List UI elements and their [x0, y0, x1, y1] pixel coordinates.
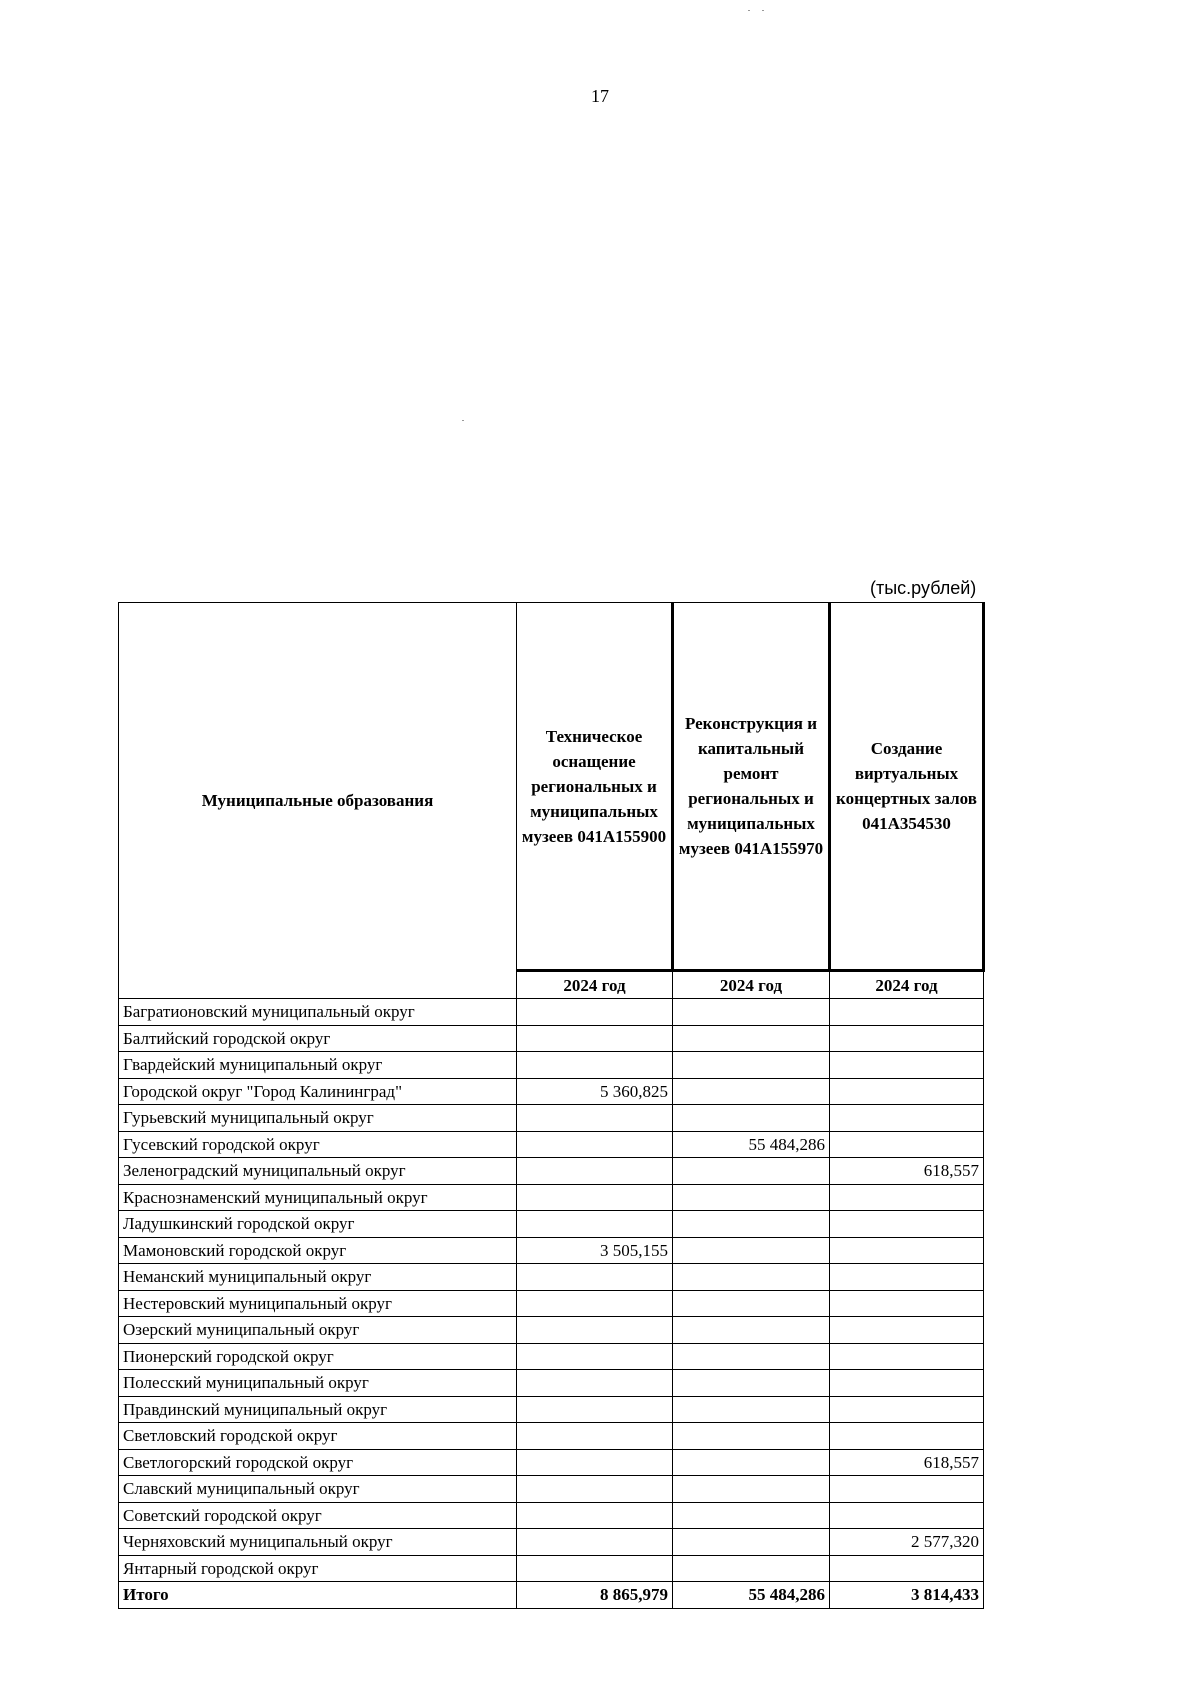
value-museum-reconstruction [673, 1158, 830, 1185]
value-museum-reconstruction [673, 1476, 830, 1503]
value-virtual-concert-halls [830, 1264, 984, 1291]
value-virtual-concert-halls: 2 577,320 [830, 1529, 984, 1556]
table-row [119, 1370, 984, 1397]
municipality-name: Янтарный городской округ [119, 1555, 517, 1582]
value-museum-reconstruction [673, 1555, 830, 1582]
value-museum-equipment: 3 505,155 [517, 1237, 673, 1264]
value-virtual-concert-halls [830, 1131, 984, 1158]
value-museum-reconstruction [673, 1343, 830, 1370]
funding-table [118, 602, 985, 1609]
value-museum-reconstruction [673, 1423, 830, 1450]
value-virtual-concert-halls [830, 1237, 984, 1264]
value-museum-reconstruction [673, 1317, 830, 1344]
municipality-name: Багратионовский муниципальный округ [119, 999, 517, 1026]
value-museum-equipment: 8 865,979 [517, 1582, 673, 1609]
value-virtual-concert-halls [830, 1290, 984, 1317]
municipality-name: Черняховский муниципальный округ [119, 1529, 517, 1556]
value-museum-reconstruction [673, 999, 830, 1026]
scan-speck [462, 420, 464, 421]
table-row [119, 1052, 984, 1079]
value-museum-reconstruction [673, 1184, 830, 1211]
table-row [119, 1078, 984, 1105]
units-label: (тыс.рублей) [870, 578, 977, 598]
value-museum-equipment [517, 1105, 673, 1132]
municipality-name: Гусевский городской округ [119, 1131, 517, 1158]
header-municipality: Муниципальные образования [119, 603, 517, 999]
value-virtual-concert-halls [830, 1317, 984, 1344]
municipality-name: Мамоновский городской округ [119, 1237, 517, 1264]
value-virtual-concert-halls [830, 1052, 984, 1079]
table-row [119, 1211, 984, 1238]
municipality-name: Правдинский муниципальный округ [119, 1396, 517, 1423]
value-museum-equipment [517, 1211, 673, 1238]
value-virtual-concert-halls [830, 1555, 984, 1582]
table-row [119, 1105, 984, 1132]
value-museum-equipment [517, 1290, 673, 1317]
table-row [119, 1025, 984, 1052]
municipality-name: Славский муниципальный округ [119, 1476, 517, 1503]
table-row [119, 1502, 984, 1529]
municipality-name: Итого [119, 1582, 517, 1609]
value-museum-reconstruction [673, 1105, 830, 1132]
year-column-2: 2024 год [673, 971, 830, 999]
table-row [119, 1529, 984, 1556]
value-museum-equipment [517, 1184, 673, 1211]
value-museum-equipment [517, 1025, 673, 1052]
municipality-name: Советский городской округ [119, 1502, 517, 1529]
value-museum-reconstruction [673, 1078, 830, 1105]
value-museum-reconstruction [673, 1237, 830, 1264]
value-virtual-concert-halls [830, 1396, 984, 1423]
value-virtual-concert-halls [830, 1476, 984, 1503]
value-virtual-concert-halls [830, 1211, 984, 1238]
table-row [119, 1184, 984, 1211]
table-row [119, 1423, 984, 1450]
value-museum-equipment [517, 1396, 673, 1423]
table-row [119, 1396, 984, 1423]
table-row [119, 1555, 984, 1582]
value-museum-equipment [517, 1502, 673, 1529]
total-row [119, 1582, 984, 1609]
value-virtual-concert-halls [830, 1502, 984, 1529]
value-virtual-concert-halls [830, 1370, 984, 1397]
value-virtual-concert-halls [830, 1105, 984, 1132]
municipality-name: Светловский городской округ [119, 1423, 517, 1450]
value-museum-equipment [517, 1343, 673, 1370]
year-column-1: 2024 год [517, 971, 673, 999]
table-row [119, 1131, 984, 1158]
value-museum-equipment [517, 1052, 673, 1079]
value-virtual-concert-halls: 618,557 [830, 1158, 984, 1185]
table-row [119, 1476, 984, 1503]
value-museum-equipment [517, 1476, 673, 1503]
value-virtual-concert-halls [830, 1078, 984, 1105]
municipality-name: Зеленоградский муниципальный округ [119, 1158, 517, 1185]
value-virtual-concert-halls: 618,557 [830, 1449, 984, 1476]
year-column-3: 2024 год [830, 971, 984, 999]
value-museum-reconstruction [673, 1449, 830, 1476]
value-virtual-concert-halls [830, 999, 984, 1026]
value-virtual-concert-halls: 3 814,433 [830, 1582, 984, 1609]
municipality-name: Гурьевский муниципальный округ [119, 1105, 517, 1132]
value-museum-reconstruction [673, 1290, 830, 1317]
municipality-name: Нестеровский муниципальный округ [119, 1290, 517, 1317]
municipality-name: Балтийский городской округ [119, 1025, 517, 1052]
scan-speck [748, 10, 750, 11]
municipality-name: Светлогорский городской округ [119, 1449, 517, 1476]
table-row [119, 1290, 984, 1317]
value-museum-reconstruction [673, 1370, 830, 1397]
table-row [119, 1449, 984, 1476]
value-museum-reconstruction [673, 1502, 830, 1529]
municipality-name: Полесский муниципальный округ [119, 1370, 517, 1397]
value-museum-reconstruction [673, 1396, 830, 1423]
table-row [119, 1237, 984, 1264]
municipality-name: Гвардейский муниципальный округ [119, 1052, 517, 1079]
value-museum-equipment [517, 1317, 673, 1344]
municipality-name: Озерский муниципальный округ [119, 1317, 517, 1344]
page-number: 17 [591, 86, 609, 106]
value-museum-equipment [517, 1131, 673, 1158]
municipality-name: Неманский муниципальный округ [119, 1264, 517, 1291]
value-museum-reconstruction [673, 1211, 830, 1238]
municipality-name: Пионерский городской округ [119, 1343, 517, 1370]
municipality-name: Краснознаменский муниципальный округ [119, 1184, 517, 1211]
value-museum-equipment [517, 1158, 673, 1185]
value-virtual-concert-halls [830, 1423, 984, 1450]
table-body [119, 999, 984, 1609]
value-museum-equipment [517, 1264, 673, 1291]
value-museum-equipment: 5 360,825 [517, 1078, 673, 1105]
municipality-name: Городской округ "Город Калининград" [119, 1078, 517, 1105]
value-museum-reconstruction [673, 1529, 830, 1556]
value-virtual-concert-halls [830, 1343, 984, 1370]
table-row [119, 1264, 984, 1291]
value-museum-equipment [517, 1370, 673, 1397]
table-row [119, 1317, 984, 1344]
table-row [119, 1343, 984, 1370]
header-column-2: Реконструкция и капитальный ремонт региональных и муниципальных музеев 041А155970 [673, 603, 830, 971]
value-museum-reconstruction: 55 484,286 [673, 1131, 830, 1158]
value-museum-reconstruction: 55 484,286 [673, 1582, 830, 1609]
value-museum-reconstruction [673, 1052, 830, 1079]
table-row [119, 999, 984, 1026]
value-museum-reconstruction [673, 1264, 830, 1291]
header-column-1: Техническое оснащение региональных и муниципальных музеев 041А155900 [517, 603, 673, 971]
value-museum-equipment [517, 1555, 673, 1582]
value-museum-reconstruction [673, 1025, 830, 1052]
header-column-3: Создание виртуальных концертных залов 041А354530 [830, 603, 984, 971]
scan-speck [762, 10, 764, 11]
municipality-name: Ладушкинский городской округ [119, 1211, 517, 1238]
value-museum-equipment [517, 999, 673, 1026]
value-museum-equipment [517, 1529, 673, 1556]
value-museum-equipment [517, 1449, 673, 1476]
table-row [119, 1158, 984, 1185]
value-museum-equipment [517, 1423, 673, 1450]
value-virtual-concert-halls [830, 1184, 984, 1211]
value-virtual-concert-halls [830, 1025, 984, 1052]
table-header-row [119, 603, 984, 971]
